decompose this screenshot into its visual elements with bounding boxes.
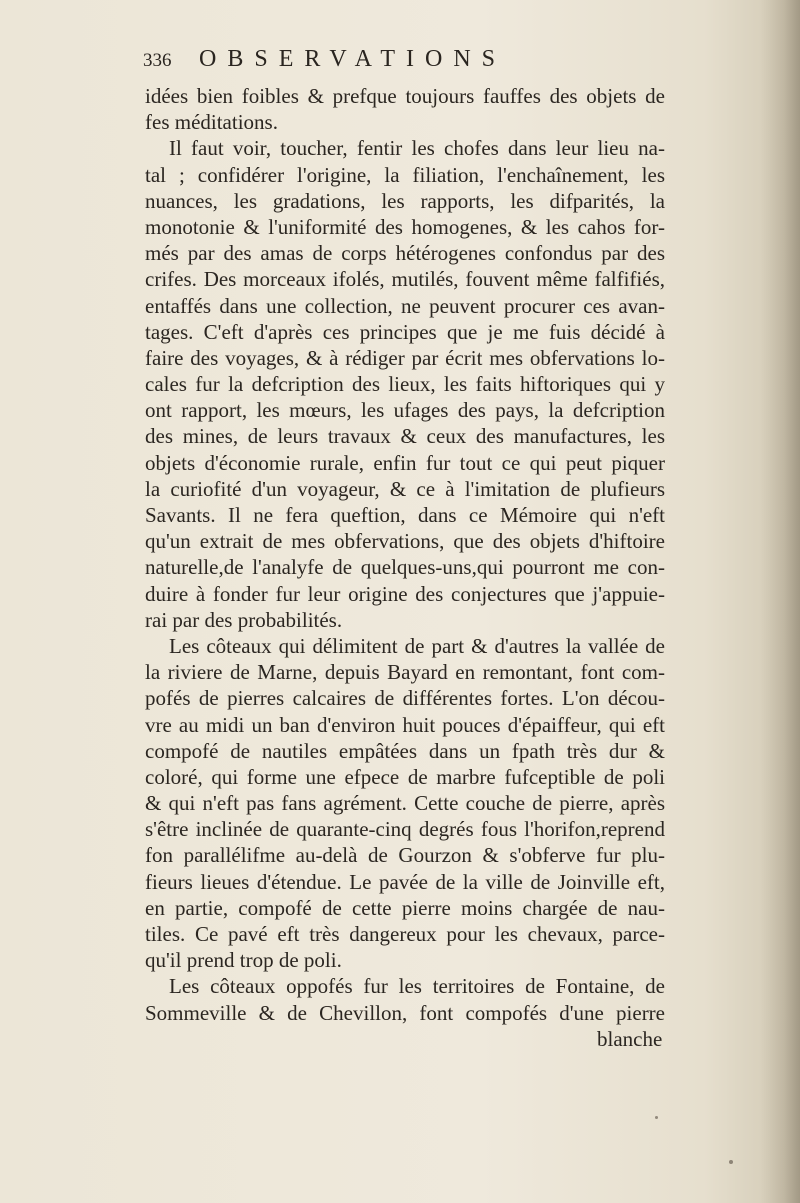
text-line: idées bien foibles & prefque toujours fauffes des objets de	[145, 84, 665, 108]
text-line: fon parallélifme au-delà de Gourzon & s'obferve fur plu-	[145, 843, 665, 868]
text-line: més par des amas de corps hétérogenes confondus par des	[145, 241, 665, 266]
text-line: Les côteaux oppofés fur les territoires de Fontaine, de	[169, 974, 665, 999]
text-line: coloré, qui forme une efpece de marbre fufceptible de poli	[145, 764, 665, 789]
text-line: compofé de nautiles empâtées dans un fpath très dur &	[145, 738, 665, 763]
text-line: Savants. Il ne fera queftion, dans ce Mémoire qui n'eft	[145, 503, 665, 527]
text-line: crifes. Des morceaux ifolés, mutilés, fouvent même falfifiés,	[145, 267, 665, 292]
text-line: duire à fonder fur leur origine des conjectures que j'appuie-	[145, 581, 665, 606]
ink-spot	[655, 1116, 658, 1119]
page-header	[143, 46, 663, 80]
page-number: 336	[143, 50, 172, 71]
text-line: & qui n'eft pas fans agrément. Cette couche de pierre, après	[145, 791, 665, 816]
text-line: blanche	[597, 1026, 663, 1051]
text-line: Il faut voir, toucher, fentir les chofes dans leur lieu na-	[169, 136, 665, 161]
text-line: ont rapport, les mœurs, les ufages des pays, la defcription	[145, 398, 665, 423]
text-line: tages. C'eft d'après ces principes que je me fuis décidé à	[145, 319, 665, 344]
text-line: entaffés dans une collection, ne peuvent procurer ces avan-	[145, 293, 665, 318]
text-line: nuances, les gradations, les rapports, les difparités, la	[145, 188, 665, 213]
text-line: cales fur la defcription des lieux, les faits hiftoriques qui y	[145, 372, 665, 397]
ink-spot	[729, 1160, 733, 1164]
text-line: s'être inclinée de quarante-cinq degrés fous l'horifon,reprend	[145, 817, 665, 842]
page-edge-shadow	[760, 0, 800, 1203]
text-line: monotonie & l'uniformité des homogenes, & les cahos for-	[145, 214, 665, 239]
text-line: en partie, compofé de cette pierre moins chargée de nau-	[145, 895, 665, 920]
text-line: faire des voyages, & à rédiger par écrit mes obfervations lo-	[145, 345, 665, 370]
body-text	[145, 83, 665, 1052]
text-line: tiles. Ce pavé eft très dangereux pour les chevaux, parce-	[145, 922, 665, 946]
text-line: des mines, de leurs travaux & ceux des manufactures, les	[145, 424, 665, 449]
text-line: la curiofité d'un voyageur, & ce à l'imitation de plufieurs	[145, 476, 665, 501]
text-line: qu'il prend trop de poli.	[145, 948, 342, 973]
text-line: Sommeville & de Chevillon, font compofés d'une pierre	[145, 1000, 665, 1025]
text-line: la riviere de Marne, depuis Bayard en remontant, font com-	[145, 660, 665, 685]
text-line: fes méditations.	[145, 110, 278, 135]
text-line: tal ; confidérer l'origine, la filiation, l'enchaînement, les	[145, 162, 665, 187]
text-line: naturelle,de l'analyfe de quelques-uns,qui pourront me con-	[145, 555, 665, 580]
text-line: rai par des probabilités.	[145, 607, 343, 632]
running-head: OBSERVATIONS	[199, 46, 507, 72]
text-line: objets d'économie rurale, enfin fur tout ce qui peut piquer	[145, 450, 665, 475]
text-line: fieurs lieues d'étendue. Le pavée de la ville de Joinville eft,	[145, 869, 665, 894]
text-line: vre au midi un ban d'environ huit pouces d'épaiffeur, qui eft	[145, 712, 665, 737]
text-line: Les côteaux qui délimitent de part & d'autres la vallée de	[169, 633, 665, 658]
text-line: pofés de pierres calcaires de différentes fortes. L'on décou-	[145, 686, 665, 711]
text-line: qu'un extrait de mes obfervations, que des objets d'hiftoire	[145, 529, 665, 554]
